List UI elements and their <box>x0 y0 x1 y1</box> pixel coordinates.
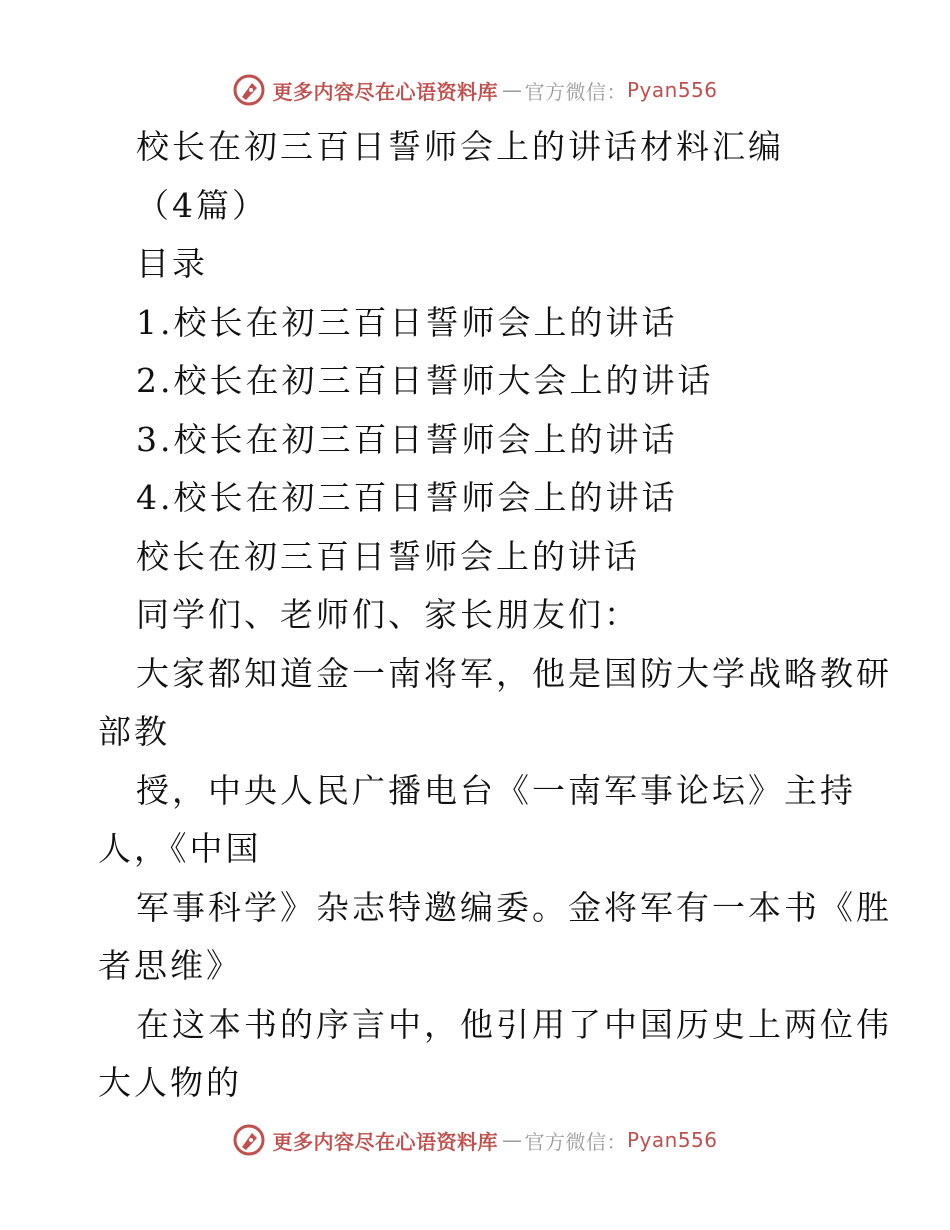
pen-nib-circle-icon <box>232 73 266 107</box>
watermark-separator: — <box>501 1128 523 1152</box>
watermark-wechat-label: 官方微信： <box>524 79 627 104</box>
document-title: 校长在初三百日誓师会上的讲话材料汇编 <box>136 127 784 166</box>
paragraph-line: 大家都知道金一南将军，他是国防大学战略教研 <box>136 653 892 693</box>
toc-item-1: 1.校长在初三百日誓师会上的讲话 <box>136 302 678 342</box>
paragraph-line: 军事科学》杂志特邀编委。金将军有一本书《胜 <box>136 887 892 927</box>
paragraph-line: 在这本书的序言中，他引用了中国历史上两位伟 <box>136 1004 892 1044</box>
toc-heading: 目录 <box>136 244 208 283</box>
paragraph-line: 大人物的 <box>98 1063 242 1102</box>
paragraph-line: 授，中央人民广播电台《一南军事论坛》主持 <box>136 770 856 810</box>
document-subtitle: （4篇） <box>136 185 268 225</box>
toc-item-2: 2.校长在初三百日誓师大会上的讲话 <box>136 361 714 400</box>
watermark-wechat-label: 官方微信： <box>524 1129 627 1154</box>
salutation: 同学们、老师们、家长朋友们： <box>136 595 640 634</box>
watermark-footer <box>0 1120 950 1160</box>
watermark-header <box>0 70 950 110</box>
paragraph-line: 人，《中国 <box>98 829 262 868</box>
watermark-wechat-id: Pyan556 <box>626 78 718 102</box>
watermark-brand: 更多内容尽在心语资料库 <box>272 79 498 104</box>
toc-item-4: 4.校长在初三百日誓师会上的讲话 <box>136 478 678 517</box>
paragraph-line: 部教 <box>98 712 170 751</box>
watermark-wechat-id: Pyan556 <box>626 1128 718 1152</box>
toc-item-3: 3.校长在初三百日誓师会上的讲话 <box>136 419 678 459</box>
section-heading: 校长在初三百日誓师会上的讲话 <box>136 536 640 576</box>
document-body <box>98 118 892 1113</box>
watermark-brand: 更多内容尽在心语资料库 <box>272 1129 498 1154</box>
watermark-separator: — <box>501 78 523 102</box>
paragraph-line: 者思维》 <box>98 946 242 985</box>
pen-nib-circle-icon <box>232 1123 266 1157</box>
